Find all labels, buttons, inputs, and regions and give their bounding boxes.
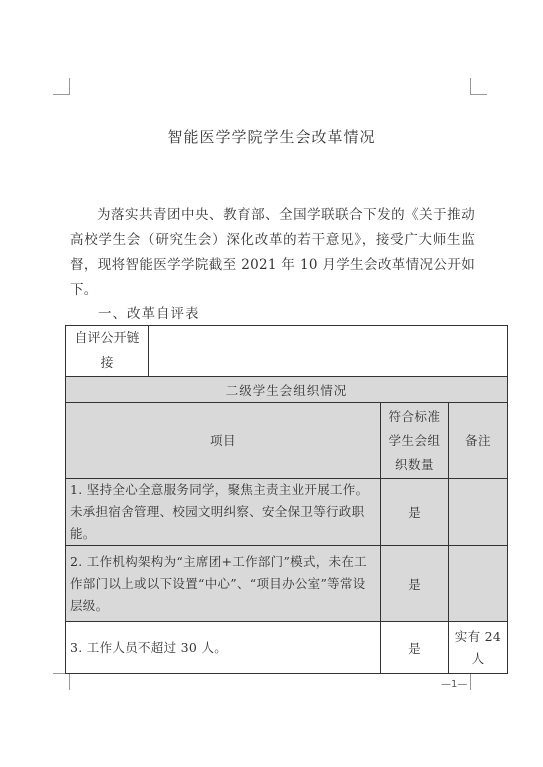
row-remarks [449, 546, 508, 622]
row-item-text: 3. 工作人员不超过 30 人。 [66, 622, 381, 674]
link-row [66, 326, 508, 377]
table-row [66, 622, 508, 674]
row-compliance: 是 [381, 622, 449, 674]
column-header-item: 项目 [66, 403, 381, 479]
row-compliance: 是 [381, 546, 449, 622]
table-row [66, 546, 508, 622]
row-item-text: 1. 坚持全心全意服务同学，聚焦主责主业开展工作。未承担宿舍管理、校园文明纠察、安全保卫等行政职能。 [66, 479, 381, 546]
intro-paragraph: 为落实共青团中央、教育部、全国学联联合下发的《关于推动高校学生会（研究生会）深化改革的若干意见》，接受广大师生监督，现将智能医学学院截至 2021 年 10 月学生会改革情况公开如下。 [70, 207, 475, 298]
document-title: 智能医学学院学生会改革情况 [167, 128, 376, 146]
table-row [66, 479, 508, 546]
page-number: —1— [441, 679, 468, 690]
crop-mark-bottom-right [470, 673, 487, 690]
self-eval-link-label: 自评公开链接 [66, 326, 149, 377]
section-heading: 一、改革自评表 [98, 306, 200, 322]
column-header-remarks: 备注 [449, 403, 508, 479]
self-eval-link-value[interactable] [149, 326, 508, 377]
row-remarks [449, 479, 508, 546]
row-item-text: 2. 工作机构架构为“主席团+工作部门”模式，未在工作部门以上或以下设置“中心”、“项目办公室”等常设层级。 [66, 546, 381, 622]
row-compliance: 是 [381, 479, 449, 546]
table-subheading: 二级学生会组织情况 [66, 377, 508, 403]
crop-mark-top-left [53, 78, 70, 95]
column-header-row [66, 403, 508, 479]
crop-mark-bottom-left [53, 673, 70, 690]
subheading-row [66, 377, 508, 403]
column-header-compliance: 符合标准学生会组织数量 [381, 403, 449, 479]
row-remarks: 实有 24 人 [449, 622, 508, 674]
self-evaluation-table [65, 325, 508, 674]
crop-mark-top-right [470, 78, 487, 95]
